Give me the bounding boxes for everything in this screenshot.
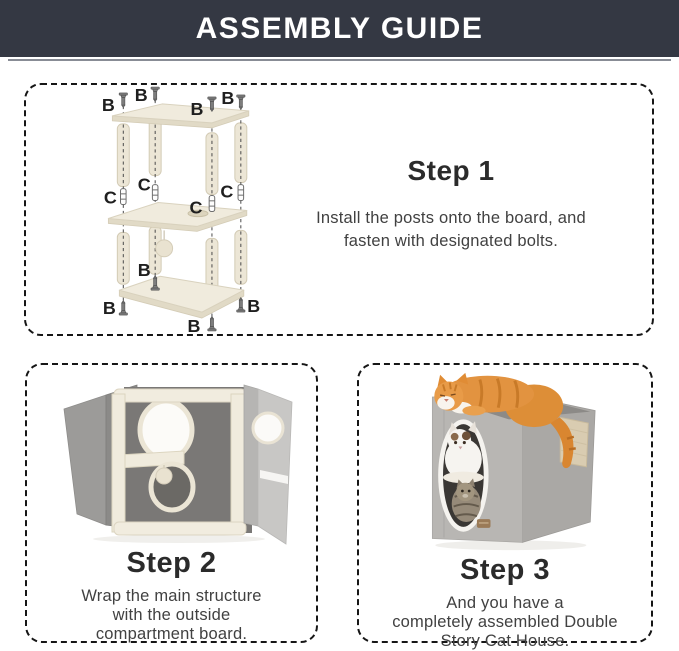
bottom-board (119, 276, 243, 318)
header-divider (8, 59, 671, 61)
bolt-label-b: B (101, 94, 115, 115)
bolt-label-b: B (137, 260, 151, 281)
middle-board (108, 203, 246, 232)
page-title: ASSEMBLY GUIDE (195, 11, 484, 45)
step2-line1: Wrap the main structure (81, 587, 262, 605)
step3-title: Step 3 (459, 554, 551, 586)
bolt-label-b: B (190, 98, 204, 119)
step3-photo-illustration (383, 367, 628, 553)
step3-line3: Story Cat House. (440, 632, 570, 650)
bolt-label-b: B (134, 85, 148, 105)
connector-label-c: C (137, 174, 151, 195)
step1-line2: fasten with designated bolts. (343, 232, 559, 250)
wing-hole (253, 413, 283, 443)
step3-image (383, 367, 628, 553)
step2-panel (25, 363, 318, 643)
right-compartment-board (244, 385, 292, 544)
step3-description (359, 594, 651, 651)
step1-title: Step 1 (407, 155, 495, 186)
step1-text-block (311, 155, 591, 253)
step2-illustration (44, 370, 299, 546)
bolt-label-b: B (247, 296, 261, 317)
brand-tag (476, 519, 490, 528)
step2-description (27, 587, 316, 644)
step3-panel (357, 363, 653, 650)
bolt-label-b: B (221, 87, 235, 108)
step2-title: Step 2 (126, 547, 217, 579)
header-banner (0, 0, 679, 57)
step3-line1: And you have a (446, 594, 564, 612)
hanging-ball (156, 468, 172, 484)
step2-line3: compartment board. (95, 625, 248, 643)
connector-label-c: C (220, 181, 234, 202)
step1-exploded-diagram (92, 85, 304, 334)
bolt-label-b: B (187, 316, 201, 334)
step1-panel (24, 83, 654, 336)
step2-image (44, 370, 299, 546)
bolt-label-b: B (102, 298, 116, 319)
white-cat (444, 421, 481, 479)
step1-line1: Install the posts onto the board, and (316, 209, 586, 227)
opening-ledge (443, 472, 484, 484)
step1-description (311, 207, 591, 253)
upper-opening (140, 401, 192, 459)
connector-label-c: C (103, 187, 117, 208)
step3-line2: completely assembled Double (392, 613, 618, 631)
step2-line2: with the outside (112, 606, 231, 624)
floor-shadow (93, 535, 265, 543)
connector-label-c: C (189, 197, 203, 218)
